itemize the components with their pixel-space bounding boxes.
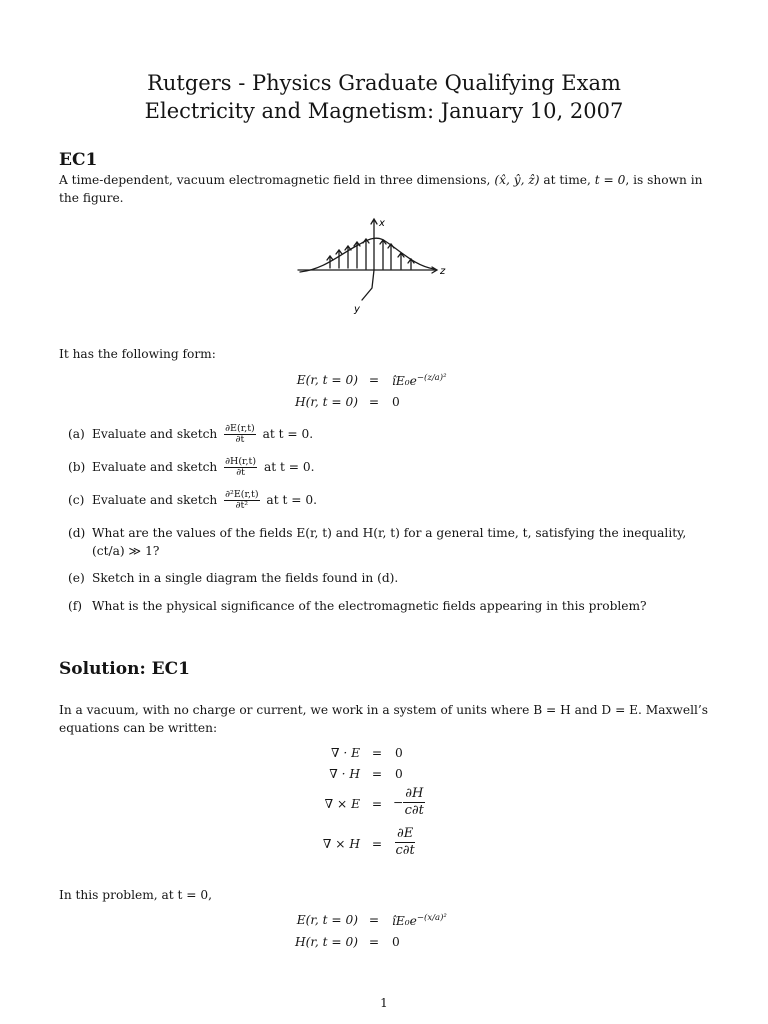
- gaussian-envelope: [300, 238, 434, 272]
- t0-intro: In this problem, at t = 0,: [59, 888, 213, 902]
- figure-label-x: x: [379, 218, 385, 229]
- exam-subtitle: Electricity and Magnetism: January 10, 2007: [144, 99, 624, 123]
- maxwell-eq2-lhs: ∇ · H: [329, 767, 360, 781]
- maxwell-eq2-relation: =: [371, 767, 383, 781]
- solution-eq2-lhs: H(r, t = 0): [295, 935, 358, 949]
- part-b: (b) Evaluate and sketch $\frac{\partial H(r,t)}{\partial t}$ at t = 0.: [68, 456, 315, 478]
- maxwell-eq4-lhs: ∇ × H: [322, 837, 360, 851]
- solution-eq1-lhs: E(r, t = 0): [296, 913, 358, 927]
- part-b-fraction: $\frac{\partial H(r,t)}{\partial t}$: [225, 456, 257, 478]
- problem-intro: A time-dependent, vacuum electromagnetic field in three dimensions, (x̂, ŷ, ẑ) at time, t = 0, is shown in the figure.: [59, 173, 703, 205]
- part-a: (a) Evaluate and sketch $\frac{\partial E(r,t)}{\partial t}$ at t = 0.: [68, 423, 314, 445]
- part-c-fraction: $\frac{\text{∂²E(r,t)}}{\text{∂t²}}$: [225, 489, 259, 511]
- page-number: 1: [380, 996, 388, 1010]
- coordinate-set: (x̂, ŷ, ẑ): [494, 173, 540, 187]
- solution-eq2-rhs: 0: [392, 935, 400, 949]
- solution-heading: Solution: EC1: [59, 659, 190, 679]
- exam-title: Rutgers - Physics Graduate Qualifying Exam: [147, 71, 621, 95]
- vertical-axes-line: [362, 220, 374, 300]
- form-intro: It has the following form:: [59, 347, 216, 361]
- part-e: (e) Sketch in a single diagram the fields found in (d).: [68, 571, 399, 585]
- problem-eq1-relation: =: [368, 373, 380, 387]
- problem-eq2-rhs: 0: [392, 395, 400, 409]
- solution-eq1-relation: =: [368, 913, 380, 927]
- maxwell-eq3-lhs: ∇ × E: [324, 797, 360, 811]
- maxwell-eq3-relation: =: [371, 797, 383, 811]
- part-c: (c) Evaluate and sketch $\frac{\text{∂²E(r,t)}}{\text{∂t²}}$ at t = 0.: [68, 489, 317, 511]
- part-d: (d) What are the values of the fields E(r, t) and H(r, t) for a general time, t, satisfying the inequality, (ct/a) ≫ 1?: [68, 526, 687, 558]
- figure-label-z: z: [440, 266, 446, 277]
- maxwell-eq4-relation: =: [371, 837, 383, 851]
- problem-heading: EC1: [59, 150, 98, 170]
- problem-eq2-relation: =: [368, 395, 380, 409]
- maxwell-eq3-fraction: $\frac{\partial H}{c\partial t}$: [404, 786, 424, 818]
- part-a-fraction: $\frac{\partial E(r,t)}{\partial t}$: [225, 423, 255, 445]
- solution-eq1-rhs: $îE_0e^{-(x/a)^2}$: [392, 913, 447, 929]
- part-f: (f) What is the physical significance of the electromagnetic fields appearing in this problem?: [68, 599, 647, 613]
- solution-intro: In a vacuum, with no charge or current, we work in a system of units where B = H and D = E. Maxwell’s equations can be written:: [59, 703, 708, 735]
- maxwell-eq1-rhs: 0: [395, 746, 403, 760]
- maxwell-eq3-rhs: − $\frac{\partial H}{c\partial t}$: [393, 786, 424, 818]
- problem-eq2-lhs: H(r, t = 0): [295, 395, 358, 409]
- maxwell-eq4-rhs: [395, 826, 415, 859]
- maxwell-eq1-relation: =: [371, 746, 383, 760]
- maxwell-eq4-fraction: $\frac{\partial E}{c\partial t}$: [395, 826, 415, 858]
- maxwell-eq1-lhs: ∇ · E: [330, 746, 360, 760]
- solution-eq2-relation: =: [368, 935, 380, 949]
- figure-label-y: y: [354, 304, 360, 315]
- maxwell-eq2-rhs: 0: [395, 767, 403, 781]
- problem-eq1-lhs: E(r, t = 0): [296, 373, 358, 387]
- problem-eq1-rhs: $îE_0e^{-(z/a)^2}$: [392, 373, 447, 389]
- field-sketch-figure: [290, 214, 460, 318]
